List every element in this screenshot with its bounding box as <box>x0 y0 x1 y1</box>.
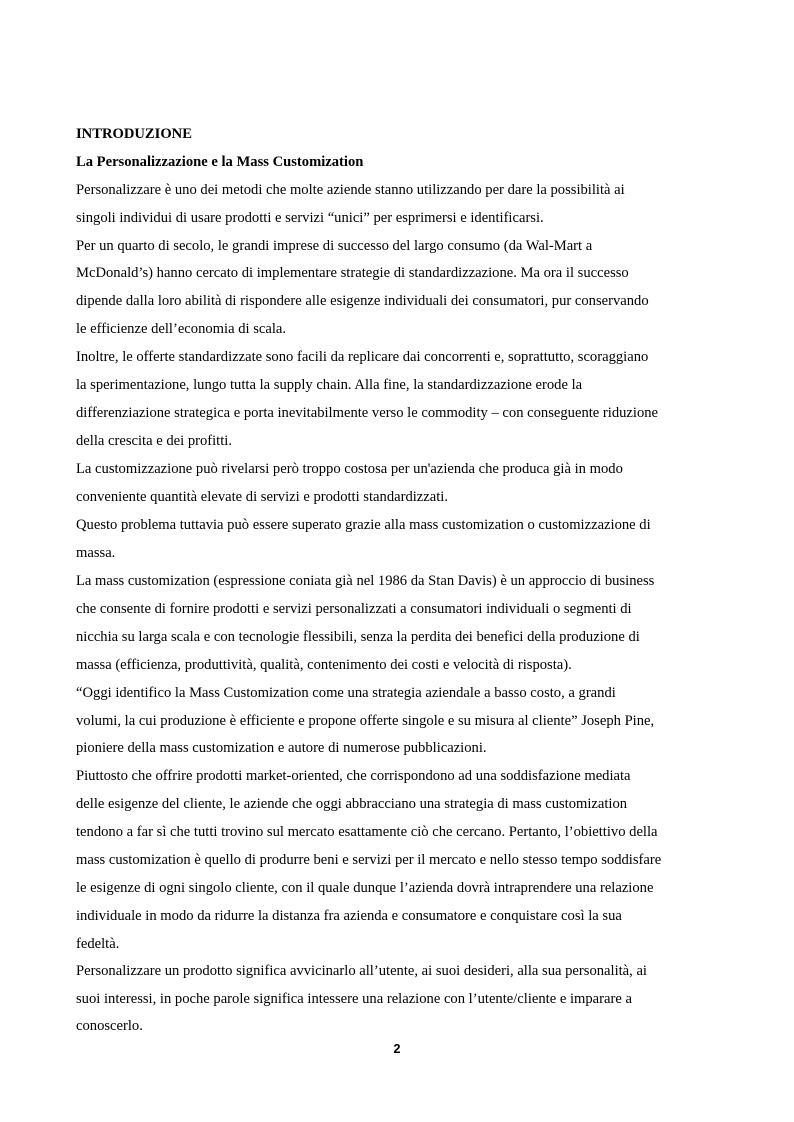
body-line: che consente di fornire prodotti e servizi personalizzati a consumatori individuali o segmenti di <box>76 601 632 617</box>
section-title: INTRODUZIONE <box>76 126 192 142</box>
body-line: la sperimentazione, lungo tutta la supply chain. Alla fine, la standardizzazione erode la <box>76 377 583 393</box>
body-line: La customizzazione può rivelarsi però troppo costosa per un'azienda che produca già in modo <box>76 461 623 477</box>
body-line: dipende dalla loro abilità di rispondere alle esigenze individuali dei consumatori, pur conservando <box>76 293 649 309</box>
body-line: differenziazione strategica e porta inevitabilmente verso le commodity – con conseguente riduzione <box>76 405 659 421</box>
body-line: Per un quarto di secolo, le grandi imprese di successo del largo consumo (da Wal-Mart a <box>76 238 593 254</box>
body-line: nicchia su larga scala e con tecnologie flessibili, senza la perdita dei benefici della produzione di <box>76 629 640 645</box>
body-line: Personalizzare è uno dei metodi che molte aziende stanno utilizzando per dare la possibilità ai <box>76 182 625 198</box>
body-line: Piuttosto che offrire prodotti market-oriented, che corrispondono ad una soddisfazione mediata <box>76 768 631 784</box>
body-line: Inoltre, le offerte standardizzate sono facili da replicare dai concorrenti e, soprattutto, scoraggiano <box>76 349 649 365</box>
subsection-title: La Personalizzazione e la Mass Customization <box>76 154 364 170</box>
body-line: volumi, la cui produzione è efficiente e propone offerte singole e su misura al cliente” Joseph Pine, <box>76 713 655 729</box>
body-line: fedeltà. <box>76 936 120 952</box>
body-line: massa. <box>76 545 116 561</box>
body-line: individuale in modo da ridurre la distanza fra azienda e consumatore e conquistare così la sua <box>76 908 622 924</box>
body-line: massa (efficienza, produttività, qualità, contenimento dei costi e velocità di risposta). <box>76 657 572 673</box>
body-line: La mass customization (espressione coniata già nel 1986 da Stan Davis) è un approccio di business <box>76 573 655 589</box>
body-line: pioniere della mass customization e autore di numerose pubblicazioni. <box>76 740 487 756</box>
body-line: delle esigenze del cliente, le aziende che oggi abbracciano una strategia di mass customization <box>76 796 628 812</box>
body-line: McDonald’s) hanno cercato di implementare strategie di standardizzazione. Ma ora il successo <box>76 265 629 281</box>
body-line: Personalizzare un prodotto significa avvicinarlo all’utente, ai suoi desideri, alla sua personalità, ai <box>76 963 647 979</box>
body-line: mass customization è quello di produrre beni e servizi per il mercato e nello stesso tempo soddisfare <box>76 852 662 868</box>
body-line: conoscerlo. <box>76 1018 143 1034</box>
body-line: “Oggi identifico la Mass Customization come una strategia aziendale a basso costo, a grandi <box>76 685 616 701</box>
body-line: della crescita e dei profitti. <box>76 433 232 449</box>
body-line: le efficienze dell’economia di scala. <box>76 321 287 337</box>
body-line: le esigenze di ogni singolo cliente, con il quale dunque l’azienda dovrà intraprendere una relazione <box>76 880 654 896</box>
body-line: singoli individui di usare prodotti e servizi “unici” per esprimersi e identificarsi. <box>76 210 544 226</box>
body-line: conveniente quantità elevate di servizi e prodotti standardizzati. <box>76 489 448 505</box>
body-line: tendono a far sì che tutti trovino sul mercato esattamente ciò che cercano. Pertanto, l’obiettivo della <box>76 824 658 840</box>
body-line: Questo problema tuttavia può essere superato grazie alla mass customization o customizzazione di <box>76 517 651 533</box>
body-line: suoi interessi, in poche parole significa intessere una relazione con l’utente/cliente e imparare a <box>76 991 632 1007</box>
page-number: 2 <box>393 1042 401 1056</box>
